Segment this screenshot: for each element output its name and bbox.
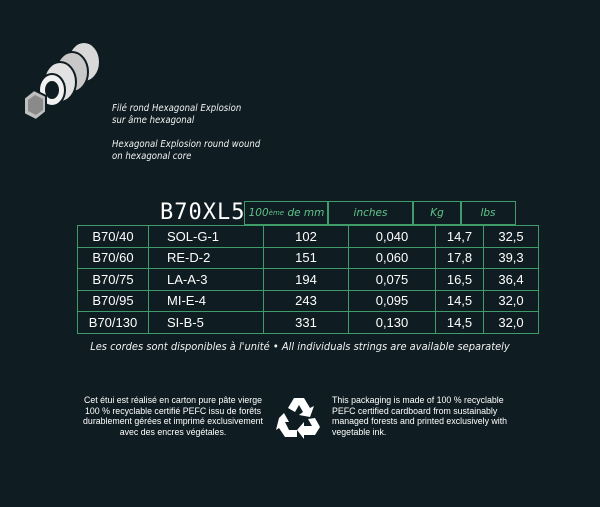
description-en-line: Hexagonal Explosion round wound bbox=[112, 139, 261, 150]
description-fr bbox=[112, 103, 241, 127]
packaging-note-fr: Cet étui est réalisé en carton pure pâte vierge 100 % recyclable certifié PEFC issu de forêts durablement gérées et imprimé exclusivement avec des encres végétales. bbox=[83, 395, 263, 437]
string-code: B70/40 bbox=[78, 226, 149, 248]
gauge-mm: 194 bbox=[264, 269, 349, 291]
gauge-mm: 331 bbox=[264, 312, 349, 334]
description-en bbox=[112, 139, 260, 163]
packaging-note-en: This packaging is made of 100 % recyclable PEFC certified cardboard from sustainably managed forests and printed exclusively with vegetable ink. bbox=[332, 395, 508, 437]
string-note: RE-D-2 bbox=[149, 247, 264, 269]
tension-kg: 14,5 bbox=[436, 312, 484, 334]
description-fr-line: sur âme hexagonal bbox=[112, 115, 195, 126]
string-code: B70/60 bbox=[78, 247, 149, 269]
table-row bbox=[78, 312, 539, 334]
header-mm-suffix: de mm bbox=[284, 207, 325, 219]
tension-lbs: 36,4 bbox=[484, 269, 539, 291]
table-row bbox=[78, 269, 539, 291]
gauge-mm: 102 bbox=[264, 226, 349, 248]
header-lbs: lbs bbox=[460, 201, 516, 225]
gauge-inches: 0,075 bbox=[349, 269, 436, 291]
description-en-line: on hexagonal core bbox=[112, 151, 192, 162]
header-mm-prefix: 100 bbox=[248, 207, 269, 219]
gauge-inches: 0,095 bbox=[349, 290, 436, 312]
table-row bbox=[78, 290, 539, 312]
tension-kg: 14,7 bbox=[436, 226, 484, 248]
tension-lbs: 32,0 bbox=[484, 290, 539, 312]
tension-kg: 17,8 bbox=[436, 247, 484, 269]
tension-lbs: 39,3 bbox=[484, 247, 539, 269]
tension-lbs: 32,5 bbox=[484, 226, 539, 248]
gauge-inches: 0,130 bbox=[349, 312, 436, 334]
tension-lbs: 32,0 bbox=[484, 312, 539, 334]
tension-kg: 16,5 bbox=[436, 269, 484, 291]
table-row bbox=[78, 226, 539, 248]
gauge-mm: 151 bbox=[264, 247, 349, 269]
string-winding-icon bbox=[14, 40, 110, 136]
header-mm-sup: ème bbox=[268, 209, 285, 217]
string-code: B70/130 bbox=[78, 312, 149, 334]
header-mm bbox=[244, 201, 329, 225]
model-name: B70XL5 bbox=[160, 200, 246, 225]
gauge-inches: 0,060 bbox=[349, 247, 436, 269]
description-fr-line: Filé rond Hexagonal Explosion bbox=[112, 103, 242, 114]
gauge-mm: 243 bbox=[264, 290, 349, 312]
string-code: B70/75 bbox=[78, 269, 149, 291]
gauge-inches: 0,040 bbox=[349, 226, 436, 248]
string-note: LA-A-3 bbox=[149, 269, 264, 291]
header-kg: Kg bbox=[412, 201, 462, 225]
recycle-icon bbox=[275, 395, 323, 441]
string-note: SOL-G-1 bbox=[149, 226, 264, 248]
string-note: MI-E-4 bbox=[149, 290, 264, 312]
string-code: B70/95 bbox=[78, 290, 149, 312]
string-note: SI-B-5 bbox=[149, 312, 264, 334]
tension-kg: 14,5 bbox=[436, 290, 484, 312]
spec-table bbox=[77, 225, 539, 334]
table-row bbox=[78, 247, 539, 269]
header-inches: inches bbox=[327, 201, 414, 225]
availability-note: Les cordes sont disponibles à l'unité • All individuals strings are available separately bbox=[90, 340, 510, 353]
